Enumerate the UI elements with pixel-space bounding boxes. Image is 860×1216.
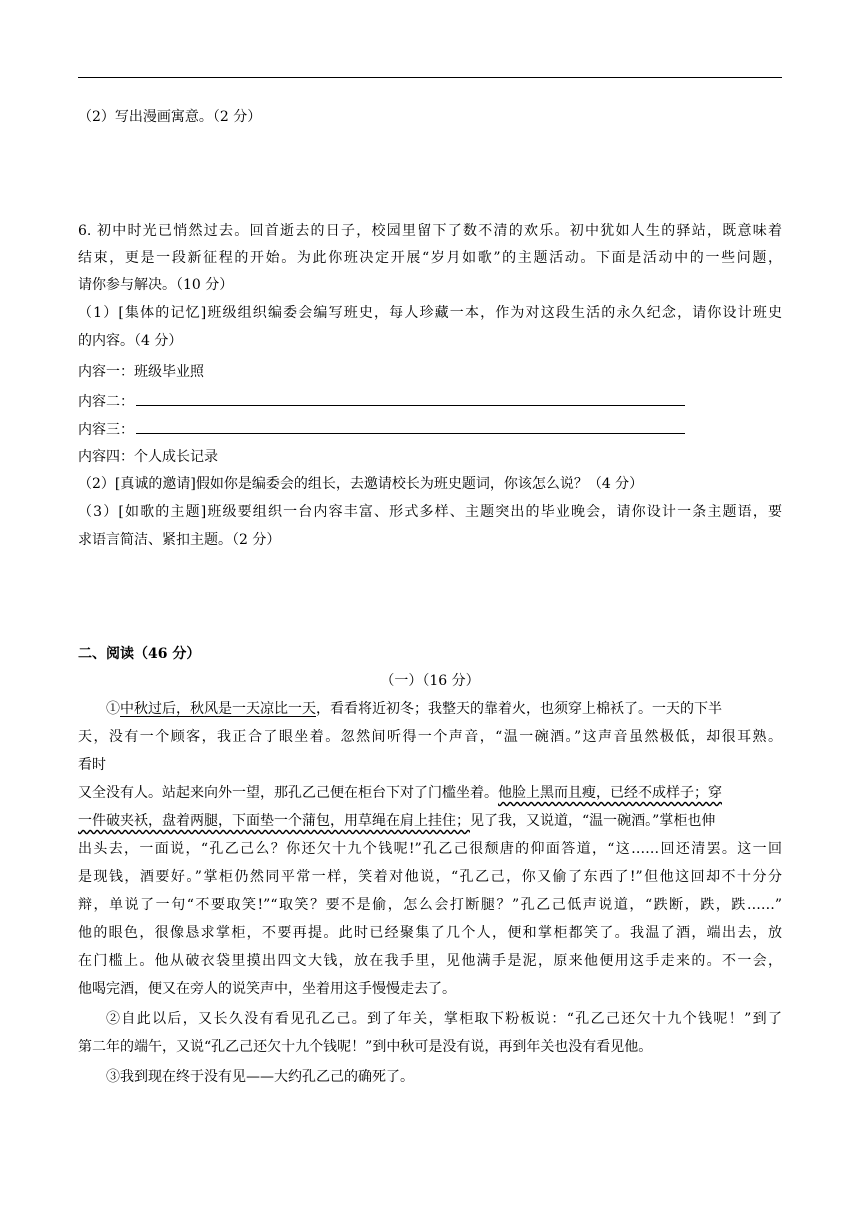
para1-line-7: 是现钱，酒要好。”掌柜仍然同平常一样，笑着对他说，“孔乙己，你又偷了东西了!”但他这回却不十分分 [78,869,782,885]
para2-line-1: ②自此以后，又长久没有看见孔乙己。到了年关，掌柜取下粉板说：“孔乙己还欠十九个钱呢！”到了 [106,1011,782,1027]
para1-line-6: 出头去，一面说，“孔乙己么？你还欠十九个钱呢!”孔乙己很颓唐的仰面答道，“这……回还清罢。这一回 [78,841,782,857]
para1-wavy-phrase-2: 一件破夹袄，盘着两腿，下面垫一个蒲包，用草绳在肩上挂住； [78,813,470,829]
q6-part1-line-1: （1）[集体的记忆]班级组织编委会编写班史，每人珍藏一本，作为对这段生活的永久纪念，请你设计班史 [78,305,782,321]
para1-mark: ① [106,701,120,717]
para1-line-11: 他喝完酒，便又在旁人的说笑声中，坐着用这手慢慢走去了。 [78,981,456,997]
content-three-row [78,419,782,439]
section-two-heading: 二、阅读（46 分） [78,646,201,662]
para1-line-5-text: 见了我，又说道，“温一碗酒。”掌柜也伸 [470,813,716,829]
header-rule [78,77,782,78]
para1-wavy-phrase-1: 他脸上黑而且瘦，已经不成样子；穿 [498,785,722,801]
q6-intro-line-2: 结束，更是一段新征程的开始。为此你班决定开展“岁月如歌”的主题活动。下面是活动中的一些问题， [78,250,782,266]
para1-line-1-rest: ，看看将近初冬；我整天的靠着火，也须穿上棉袄了。一天的下半 [316,701,722,717]
q6-part1-line-2: 的内容。（4 分） [78,333,183,349]
content-three-blank[interactable] [136,419,685,434]
content-two-label: 内容二： [78,394,134,410]
content-two-row [78,391,782,411]
passage-subheading: （一）（16 分） [380,673,480,689]
para1-underlined-phrase: 中秋过后，秋风是一天凉比一天 [120,701,316,717]
q6-part3-line-1: （3）[如歌的主题]班级要组织一台内容丰富、形式多样、主题突出的毕业晚会，请你设计一条主题语，要 [78,504,782,520]
q6-part2: （2）[真诚的邀请]假如你是编委会的组长，去邀请校长为班史题词，你该怎么说？（4 分） [78,476,644,492]
para1-line-4 [78,783,782,803]
content-four: 内容四：个人成长记录 [78,449,218,465]
para1-line-9: 他的眼色，很像恳求掌柜，不要再提。此时已经聚集了几个人，便和掌柜都笑了。我温了酒，端出去，放 [78,925,782,941]
content-one: 内容一：班级毕业照 [78,364,204,380]
para1-line-2: 天，没有一个顾客，我正合了眼坐着。忽然间听得一个声音，“温一碗酒。”这声音虽然极低，却很耳熟。 [78,729,782,745]
q6-part3-line-2: 求语言简洁、紧扣主题。（2 分） [78,532,281,548]
para3: ③我到现在终于没有见——大约孔乙己的确死了。 [106,1069,414,1085]
q6-intro-line-1: 6. 初中时光已悄然过去。回首逝去的日子，校园里留下了数不清的欢乐。初中犹如人生的驿站，既意味着 [78,223,782,239]
para1-line-1 [78,699,782,719]
content-two-blank[interactable] [136,391,685,406]
para1-line-5 [78,811,782,831]
q5-part2: （2）写出漫画寓意。（2 分） [78,109,262,125]
para2-line-2: 第二年的端午，又说“孔乙己还欠十九个钱呢！”到中秋可是没有说，再到年关也没有看见他。 [78,1039,653,1055]
para1-line-3: 看时 [78,757,106,773]
q6-intro-line-3: 请你参与解决。（10 分） [78,277,234,293]
para1-line-8: 辩，单说了一句“不要取笑!”“取笑？要不是偷，怎么会打断腿？”孔乙己低声说道，“跌断，跌，跌……” [78,897,782,913]
para1-line-10: 在门槛上。他从破衣袋里摸出四文大钱，放在我手里，见他满手是泥，原来他便用这手走来的。不一会， [78,953,782,969]
content-three-label: 内容三： [78,422,134,438]
para1-line-4-text: 又全没有人。站起来向外一望，那孔乙己便在柜台下对了门槛坐着。 [78,785,498,801]
